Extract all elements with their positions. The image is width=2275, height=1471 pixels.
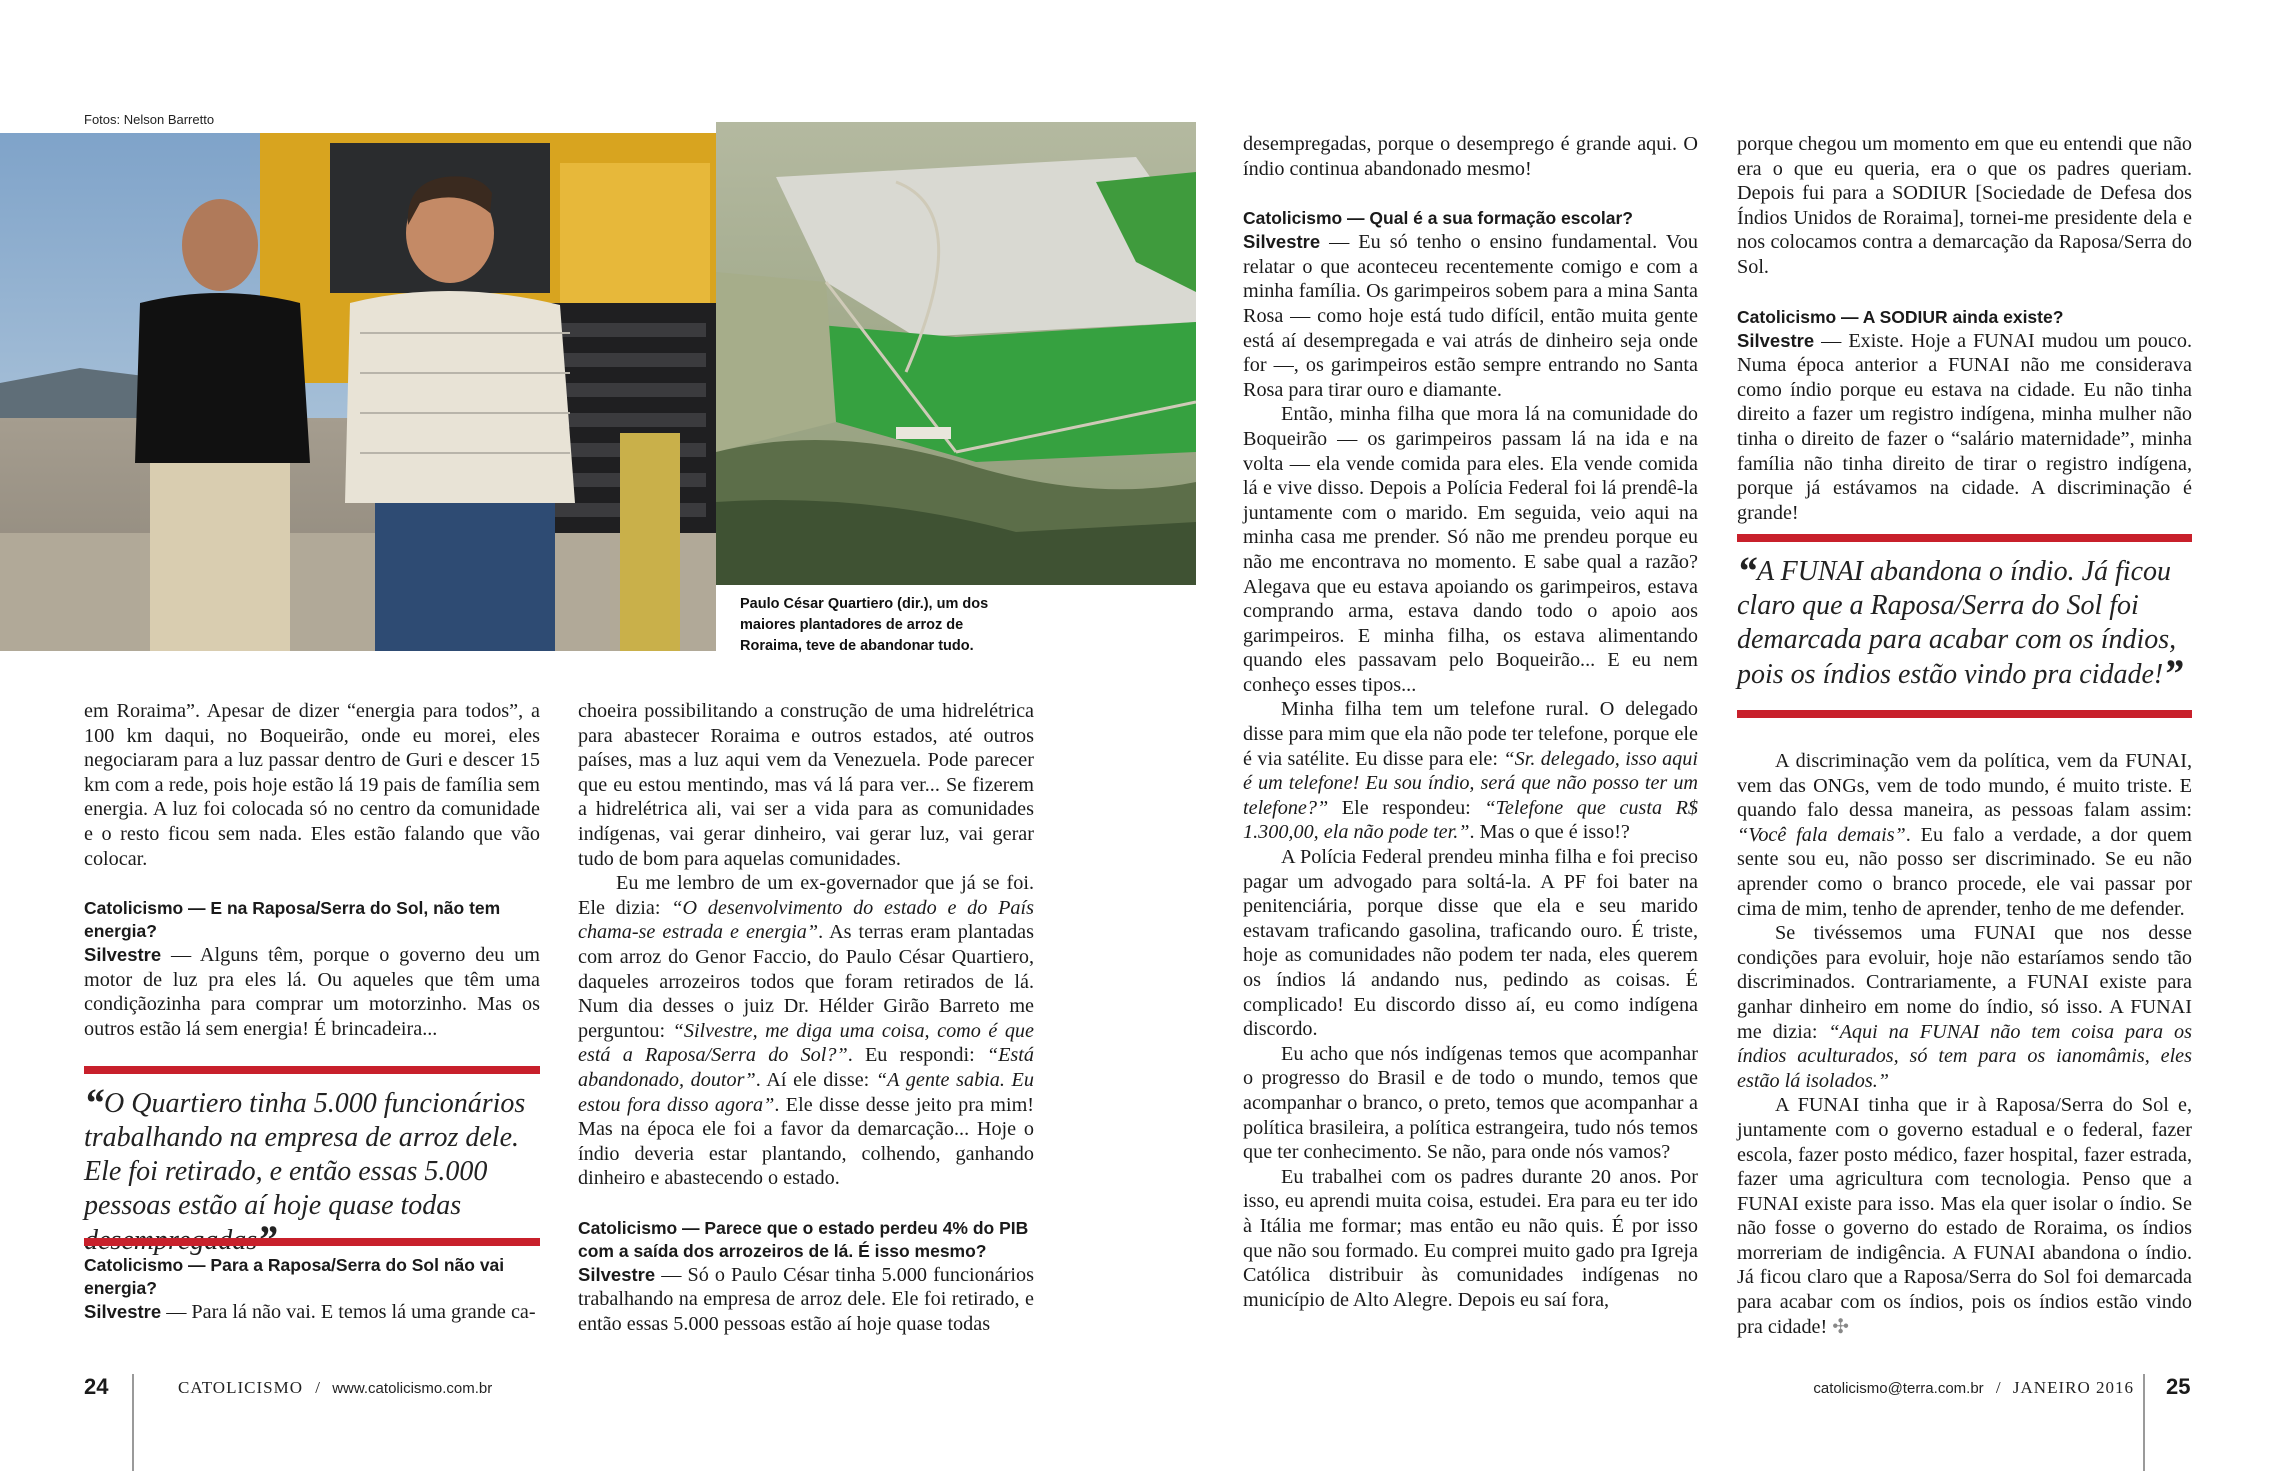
- paragraph: Eu trabalhei com os padres durante 20 anos. Por isso, eu aprendi muita coisa, estudei. Era para eu ter ido à Itália me formar; mas então eu não quis. É por isso que não sou formado. Eu comprei muito gado pra Igreja Católica distribuir às comunidades indígenas no município de Alto Alegre. Depois eu saí fora,: [1243, 1165, 1698, 1311]
- footer-right: catolicismo@terra.com.br / JANEIRO 2016: [1813, 1378, 2134, 1397]
- paragraph: Minha filha tem um telefone rural. O delegado disse para mim que ela não pode ter telefone, porque ele é via satélite. Eu disse para ele: “Sr. delegado, isso aqui é um telefone! Eu sou índio, será que não posso ter um telefone?” Ele respondeu: “Telefone que custa R$ 1.300,00, ela não pode ter.”. Mas o que é isso!?: [1243, 698, 1698, 844]
- answer: Silvestre — Para lá não vai. E temos lá uma grande ca-: [84, 1301, 536, 1323]
- paragraph: A Polícia Federal prendeu minha filha e foi preciso pagar um advogado para soltá-la. A PF foi bater na penitenciária, porque disse que ela e seu marido estavam traficando gasolina, traficando ouro. É triste, hoje as comunidades não podem ter nada, eles querem os índios lá andando nus, pedindo as coisas. É complicado! Eu discordo disso aí, eu como indígena discordo.: [1243, 846, 1698, 1041]
- photo-aerial-rice-fields: [716, 122, 1196, 585]
- issue-date: JANEIRO 2016: [2012, 1378, 2134, 1397]
- paragraph: choeira possibilitando a construção de uma hidrelétrica para abastecer Roraima e outros estados, até outros países, mas a luz aqui vem da Venezuela. Pode parecer que eu estou mentindo, mas vá lá para ver... Se fizerem a hidrelétrica ali, vai ser a vida para as comunidades indígenas, vai gerar dinheiro, vai gerar luz, vai gerar tudo de bom para aquelas comunidades.: [578, 700, 1034, 870]
- paragraph: Se tivéssemos uma FUNAI que nos desse condições para evoluir, hoje não estaríamos sendo tão discriminados. Contrariamente, a FUNAI existe para ganhar dinheiro em nome do índio, só isso. A FUNAI me dizia: “Aqui na FUNAI não tem coisa para os índios aculturados, só tem para os ianomâmis, eles estão lá isolados.”: [1737, 922, 2192, 1092]
- magazine-name: CATOLICISMO: [178, 1378, 303, 1397]
- paragraph: Eu me lembro de um ex-governador que já se foi. Ele dizia: “O desenvolvimento do estado e do País chama-se estrada e energia”. As terras eram plantadas com arroz do Genor Faccio, do Paulo César Quartiero, daqueles arrozeiros todos que foram retirados de lá. Num dia desses o juiz Dr. Hélder Girão Barreto me perguntou: “Silvestre, me diga uma coisa, como é que está a Raposa/Serra do Sol?”. Eu respondi: “Está abandonado, doutor”. Aí ele disse: “A gente sabia. Eu estou fora disso agora”. Ele disse desse jeito pra mim! Mas na época ele foi a favor da demarcação... Hoje o índio deveria estar plantando, colhendo, ganhando dinheiro e abastecendo o estado.: [578, 872, 1034, 1190]
- website-link[interactable]: www.catolicismo.com.br: [332, 1380, 493, 1397]
- answer: Silvestre — Eu só tenho o ensino fundamental. Vou relatar o que aconteceu recentemente comigo e com a minha família. Os garimpeiros sobem para a mina Santa Rosa — como hoje está tudo difícil, então muita gente está aí desempregada e vai atrás de dinheiro seja onde for —, os garimpeiros estão sempre entrando no Santa Rosa para tirar ouro e diamante.: [1243, 231, 1698, 401]
- photo-men-tractor: [0, 133, 716, 651]
- right-col-4: [1737, 132, 2192, 525]
- end-mark-icon: ✣: [1832, 1315, 1850, 1338]
- right-col-4-end: [1737, 749, 2192, 1339]
- left-col-1-end: [84, 1254, 540, 1325]
- question-heading: Catolicismo — Para a Raposa/Serra do Sol não vai energia?: [84, 1255, 505, 1298]
- paragraph: desempregadas, porque o desemprego é grande aqui. O índio continua abandonado mesmo!: [1243, 133, 1698, 180]
- pullquote-rule-top: [84, 1066, 540, 1074]
- paragraph: porque chegou um momento em que eu entendi que não era o que eu queria, era o que os padres queriam. Depois fui para a SODIUR [Sociedade de Defesa dos Índios Unidos de Roraima], tornei-me presidente dela e nos colocamos contra a demarcação da Raposa/Serra do Sol.: [1737, 133, 2192, 278]
- photo-caption: Paulo César Quartiero (dir.), um dos maiores plantadores de arroz de Roraima, teve de abandonar tudo.: [740, 596, 989, 654]
- left-col-1: [84, 699, 540, 1042]
- email-link[interactable]: catolicismo@terra.com.br: [1813, 1380, 1984, 1397]
- question-heading: Catolicismo — Parece que o estado perdeu 4% do PIB com a saída dos arrozeiros de lá. É isso mesmo?: [578, 1217, 1029, 1261]
- paragraph: Eu acho que nós indígenas temos que acompanhar o progresso do Brasil e de todo o mundo, temos que acompanhar o branco, o preto, temos que acompanhar a política brasileira, a política estrangeira, tudo nós temos que ter conhecimento. Se não, para onde nós vamos?: [1243, 1042, 1698, 1164]
- paragraph: A discriminação vem da política, vem da FUNAI, vem das ONGs, vem de todo mundo, é muito triste. E quando falo dessa maneira, as pessoas falam assim: “Você fala demais”. Eu falo a verdade, a dor quem sente sou eu, não posso ser discriminado. Se eu não aprender como o branco procede, ele vai passar por cima de mim, tenho de aprender, tenho de me defender.: [1737, 750, 2192, 920]
- page-number-right: 25: [2166, 1374, 2191, 1399]
- question-heading: Catolicismo — E na Raposa/Serra do Sol, não tem energia?: [84, 898, 501, 942]
- photo-credit: Fotos: Nelson Barretto: [84, 112, 215, 127]
- page-number-left: 24: [84, 1374, 109, 1399]
- question-heading: Catolicismo — Qual é a sua formação escolar?: [1243, 208, 1633, 229]
- footer-left: CATOLICISMO / www.catolicismo.com.br: [178, 1378, 493, 1397]
- question-heading: Catolicismo — A SODIUR ainda existe?: [1737, 306, 2064, 327]
- pullquote-right: “A FUNAI abandona o índio. Já ficou claro que a Raposa/Serra do Sol foi demarcada para acabar com os índios, pois os índios estão vindo pra cidade!”: [1737, 548, 2184, 696]
- right-col-3: [1243, 132, 1698, 1312]
- paragraph: Então, minha filha que mora lá na comunidade do Boqueirão — os garimpeiros passam lá na ida e na volta — ela vende comida para eles. Ela vende comida lá e vive disso. Depois a Polícia Federal foi lá prendê-la juntamente com o marido. Em seguida, veio aqui na minha casa me prender. Só não me prendeu porque eu não me encontrava no momento. E sabe qual a razão? Alegava que eu estava apoiando os garimpeiros, estava comprando arma, estava dando todo o apoio aos garimpeiros. E minha filha, os estava alimentando quando eles passavam pelo Boqueirão... E eu nem conheço esses tipos...: [1243, 403, 1698, 696]
- paragraph: em Roraima”. Apesar de dizer “energia para todos”, a 100 km daqui, no Boqueirão, onde eu morei, eles negociaram para a luz passar dentro de Guri e descer 15 km com a rede, pois hoje estão lá 19 pais de família sem energia. A luz foi colocada só no centro da comunidade e o resto ficou sem nada. Eles estão falando que vão colocar.: [84, 700, 540, 870]
- pullquote-rule-bottom: [1737, 710, 2192, 718]
- footer-divider-right: [2143, 1374, 2145, 1471]
- pullquote-rule-bottom: [84, 1238, 540, 1246]
- footer-divider-left: [132, 1374, 134, 1471]
- left-col-2: [578, 699, 1034, 1337]
- answer: Silvestre — Existe. Hoje a FUNAI mudou um pouco. Numa época anterior a FUNAI não me considerava como índio porque eu estava na cidade. Eu não tinha direito a fazer um registro indígena, minha mulher não tinha o direito de fazer o “salário maternidade”, minha família não tinha direito de tirar o registro indígena, porque já estávamos na cidade. A discriminação é grande!: [1737, 329, 2192, 524]
- pullquote-rule-top: [1737, 534, 2192, 542]
- answer: Silvestre — Só o Paulo César tinha 5.000 funcionários trabalhando na empresa de arroz dele. Ele foi retirado, e então essas 5.000 pessoas estão aí hoje quase todas: [578, 1263, 1034, 1336]
- paragraph: A FUNAI tinha que ir à Raposa/Serra do Sol e, juntamente com o governo estadual e o federal, fazer escola, fazer posto médico, fazer hospital, fazer estrada, fazer uma agricultura com tecnologia. Penso que a FUNAI existe para isso. Mas ela quer isolar o índio. Se não fosse o governo do estado de Roraima, os índios morreriam de indigência. A FUNAI abandona o índio. Já ficou claro que a Raposa/Serra do Sol foi demarcada para acabar com os índios, pois os índios estão vindo pra cidade! ✣: [1737, 1094, 2192, 1338]
- pullquote-left: “O Quartiero tinha 5.000 funcionários trabalhando na empresa de arroz dele. Ele foi retirado, e então essas 5.000 pessoas estão aí hoje quase todas: [84, 1080, 526, 1221]
- answer: Silvestre — Alguns têm, porque o governo deu um motor de luz pra eles lá. Ou aqueles que têm uma condiçãozinha para comprar um motorzinho. Mas os outros estão lá sem energia! É brincadeira...: [84, 944, 540, 1040]
